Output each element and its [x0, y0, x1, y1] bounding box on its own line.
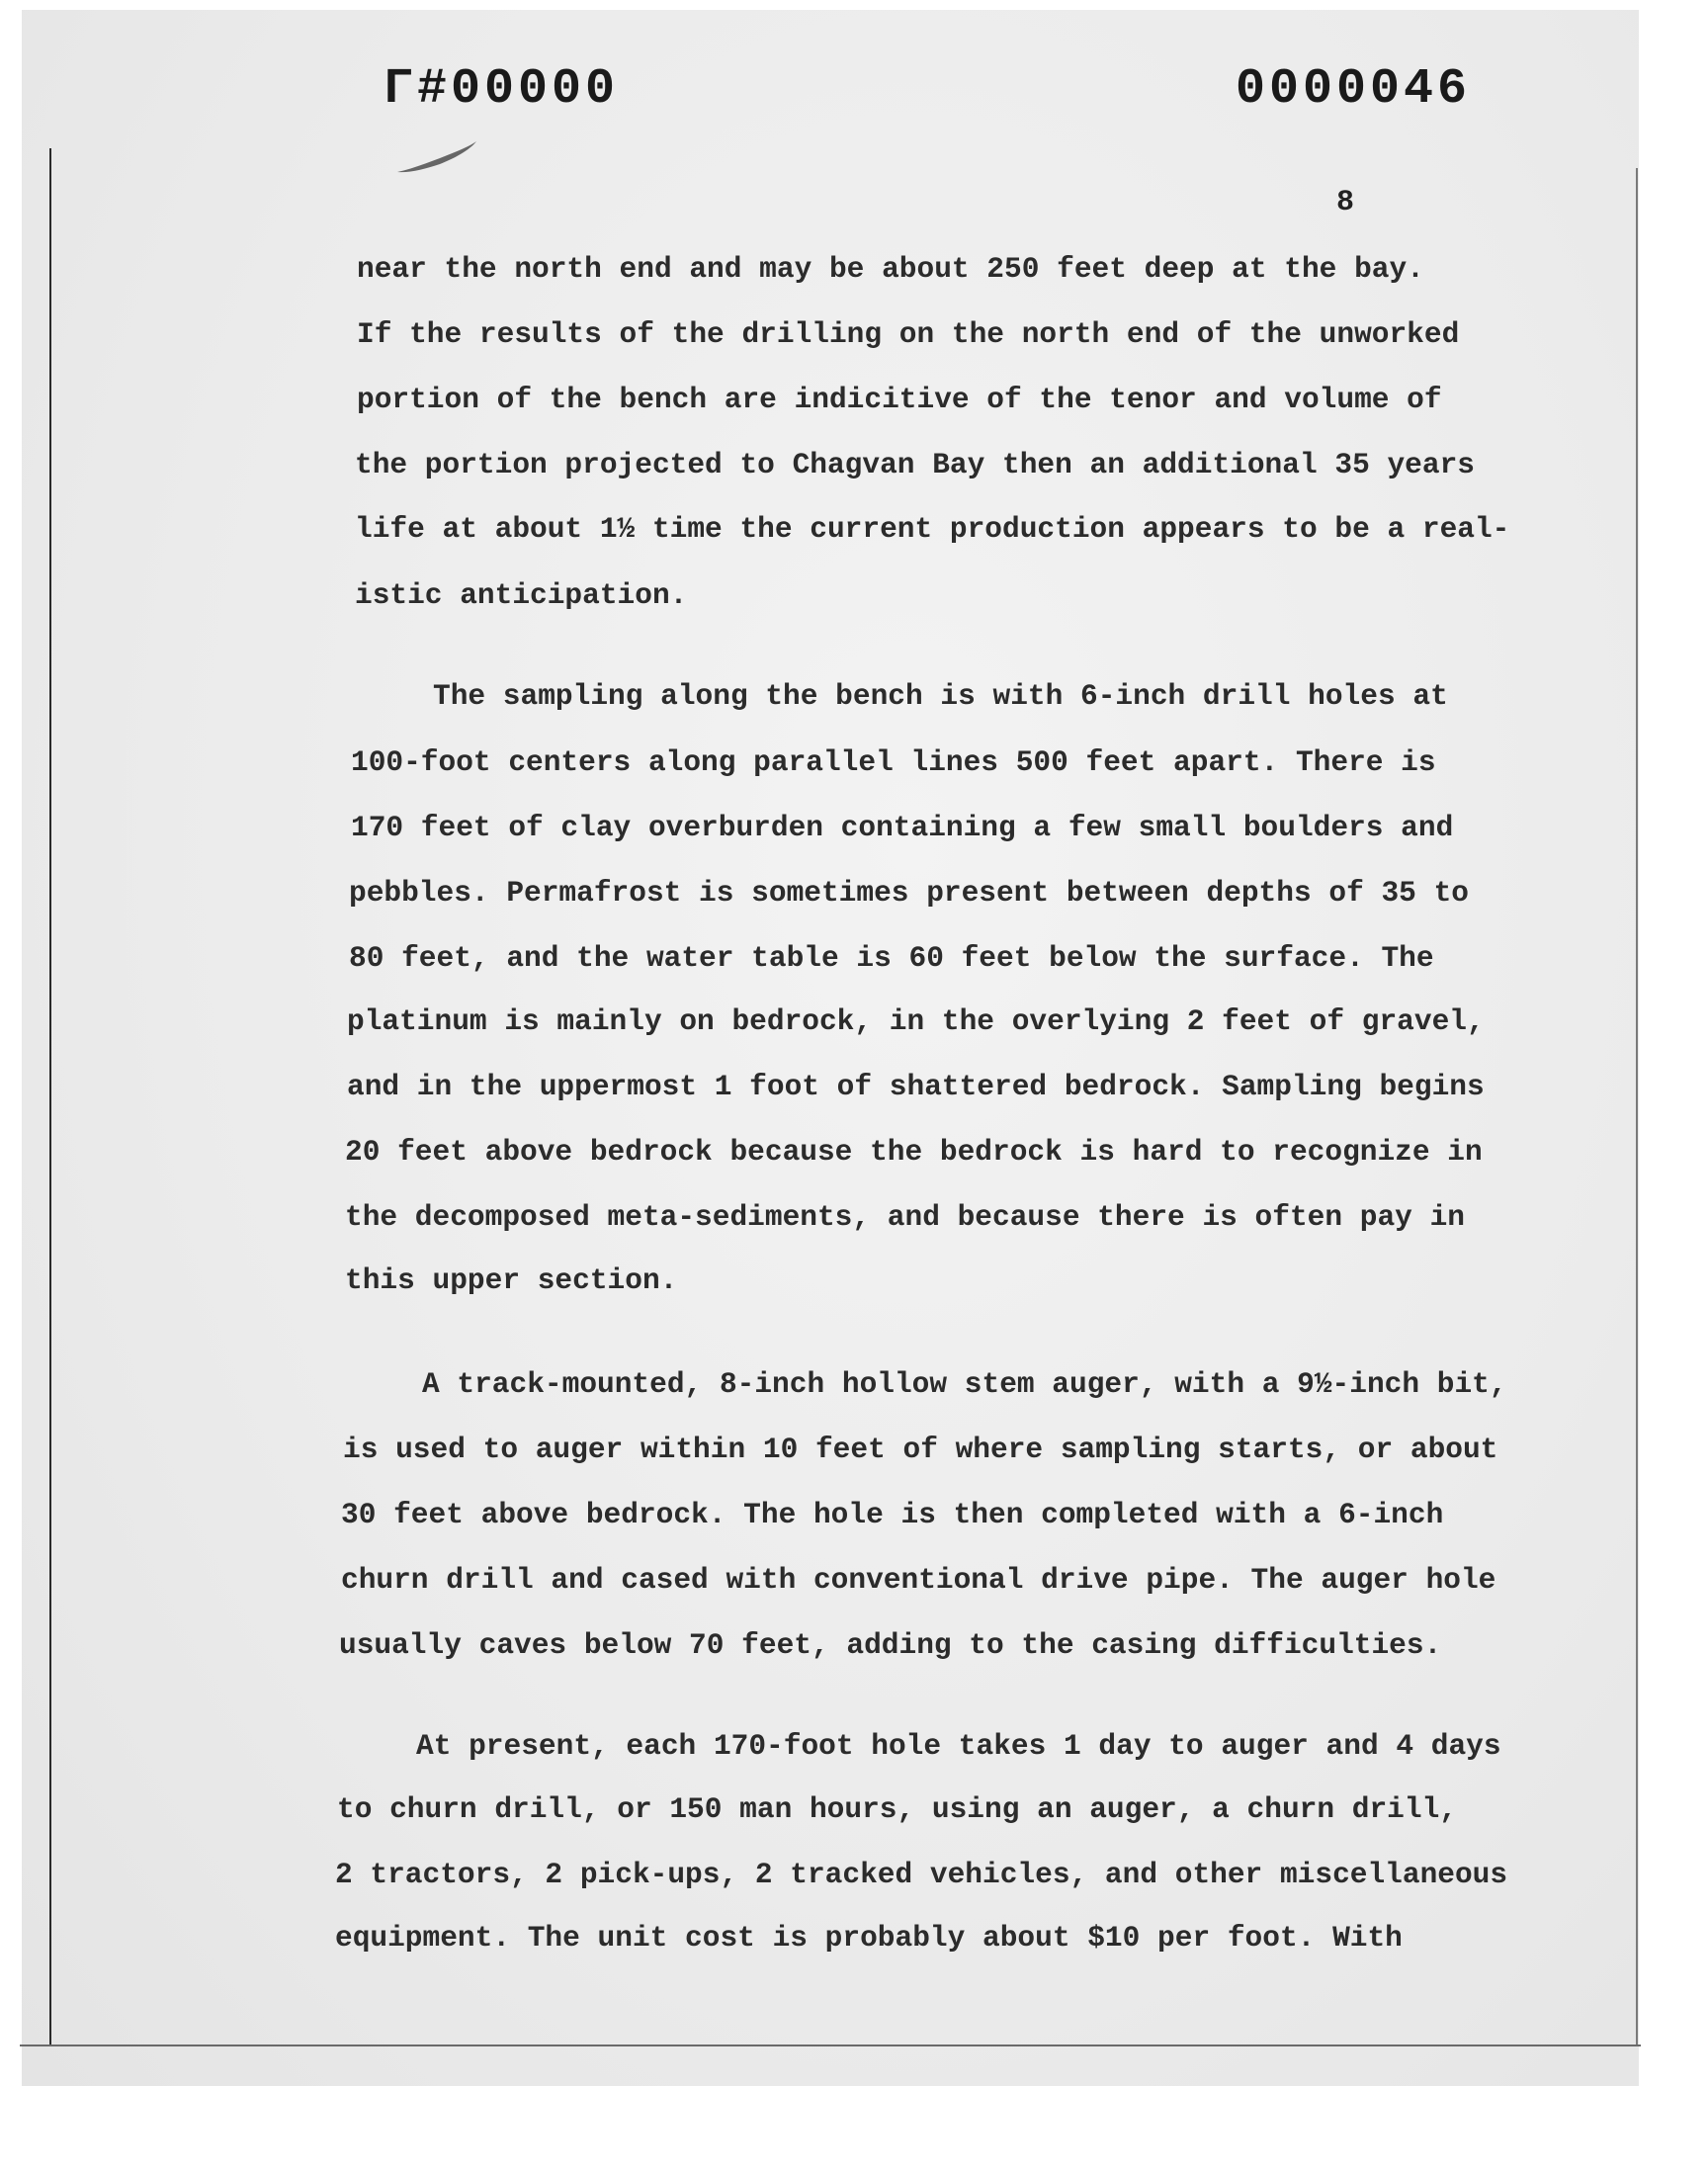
ink-smudge-mark: [395, 138, 479, 178]
text-line: portion of the bench are indicitive of the tenor and volume of: [357, 383, 1442, 416]
text-line: 80 feet, and the water table is 60 feet below the surface. The: [349, 941, 1434, 975]
text-line: is used to auger within 10 feet of where sampling starts, or about: [343, 1433, 1498, 1466]
document-id-right: 0000046: [1236, 61, 1472, 118]
paper-edge-right: [1636, 168, 1638, 2046]
page-number: 8: [1336, 186, 1355, 219]
document-id-left: Γ#00000: [384, 61, 620, 118]
text-line: 20 feet above bedrock because the bedrock is hard to recognize in: [345, 1135, 1483, 1169]
text-line: equipment. The unit cost is probably about $10 per foot. With: [335, 1921, 1403, 1955]
text-line: The sampling along the bench is with 6-inch drill holes at: [433, 679, 1448, 713]
text-line: and in the uppermost 1 foot of shattered bedrock. Sampling begins: [347, 1070, 1485, 1103]
text-line: this upper section.: [345, 1263, 678, 1297]
text-line: life at about 1½ time the current production appears to be a real-: [355, 512, 1510, 546]
text-line: 30 feet above bedrock. The hole is then completed with a 6-inch: [341, 1498, 1444, 1531]
paper-edge-left: [49, 148, 51, 2046]
text-line: 100-foot centers along parallel lines 500 feet apart. There is: [351, 745, 1436, 779]
text-line: If the results of the drilling on the north end of the unworked: [357, 317, 1460, 351]
text-line: istic anticipation.: [355, 578, 688, 612]
text-line: At present, each 170-foot hole takes 1 day to auger and 4 days: [416, 1729, 1501, 1763]
text-line: 2 tractors, 2 pick-ups, 2 tracked vehicles, and other miscellaneous: [335, 1858, 1508, 1891]
text-line: pebbles. Permafrost is sometimes present between depths of 35 to: [349, 876, 1469, 910]
text-line: usually caves below 70 feet, adding to the casing difficulties.: [339, 1628, 1442, 1662]
text-line: the decomposed meta-sediments, and because there is often pay in: [345, 1200, 1465, 1234]
text-line: 170 feet of clay overburden containing a few small boulders and: [351, 811, 1454, 844]
text-line: to churn drill, or 150 man hours, using an auger, a churn drill,: [337, 1792, 1457, 1826]
text-line: platinum is mainly on bedrock, in the overlying 2 feet of gravel,: [347, 1004, 1485, 1038]
text-line: near the north end and may be about 250 feet deep at the bay.: [357, 252, 1424, 286]
paper-edge-bottom: [20, 2044, 1641, 2046]
text-line: A track-mounted, 8-inch hollow stem auger, with a 9½-inch bit,: [422, 1367, 1507, 1401]
text-line: the portion projected to Chagvan Bay then an additional 35 years: [355, 448, 1475, 481]
text-line: churn drill and cased with conventional drive pipe. The auger hole: [341, 1563, 1496, 1597]
